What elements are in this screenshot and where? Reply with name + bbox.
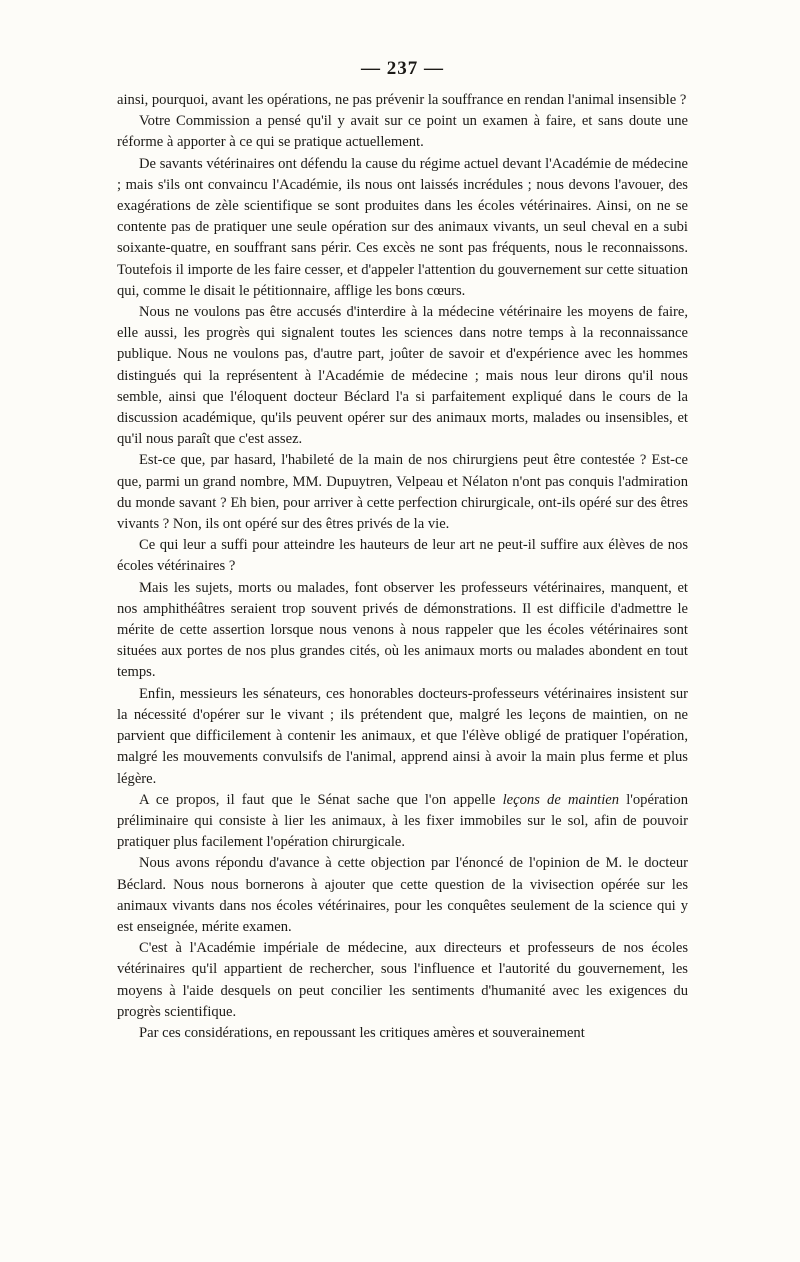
page-number: — 237 —: [361, 58, 444, 79]
paragraph-text: A ce propos, il faut que le Sénat sache que l'on appelle: [139, 791, 503, 808]
paragraph: Enfin, messieurs les sénateurs, ces honorables docteurs-professeurs vétérinaires insistent sur la nécessité d'opérer sur le vivant ; ils prétendent que, malgré les leçons de maintien, on ne parvient que difficilement à contenir les animaux, et que l'élève obligé de pratiquer l'opération, malgré les mouvements convulsifs de l'animal, apprend ainsi à avoir la main plus ferme et plus légère.: [117, 685, 688, 787]
paragraph: De savants vétérinaires ont défendu la cause du régime actuel devant l'Académie de médecine ; mais s'ils ont convaincu l'Académie, ils nous ont laissés incrédules ; nous devons l'avouer, des exagérations de zèle scientifique se sont produites dans les écoles vétérinaires. Ainsi, on ne se contente pas de pratiquer une seule opération sur des animaux vivants, un seul cheval en a subi soixante-quatre, en souffrant sans périr. Ces excès ne sont pas fréquents, nous le reconnaissons. Toutefois il importe de les faire cesser, et d'appeler l'attention du gouvernement sur cette situation qui, comme le disait le pétitionnaire, afflige les bons cœurs.: [117, 155, 688, 299]
paragraph: Mais les sujets, morts ou malades, font observer les professeurs vétérinaires, manquent, et nos amphithéâtres seraient trop souvent privés de démonstrations. Il est difficile d'admettre le mérite de cette assertion lorsque nous venons à nous rappeler que les écoles vétérinaires sont situées aux portes de nos plus grandes cités, où les animaux morts ou malades abondent en tout temps.: [117, 579, 688, 681]
paragraph: Nous avons répondu d'avance à cette objection par l'énoncé de l'opinion de M. le docteur Béclard. Nous nous bornerons à ajouter que cette question de la vivisection opérée sur les animaux vivants dans nos écoles vétérinaires, pour les conquêtes seulement de la science qui y est enseignée, mérite examen.: [117, 855, 688, 935]
paragraph-lecons-de-maintien: [117, 790, 688, 854]
paragraph: Nous ne voulons pas être accusés d'interdire à la médecine vétérinaire les moyens de faire, elle aussi, les progrès qui signalent toutes les sciences dans notre temps à la reconnaissance publique. Nous ne voulons pas, d'autre part, joûter de savoir et d'expérience avec les hommes distingués qui la représentent à l'Académie de médecine ; mais nous leur dirons qu'il nous semble, ainsi que l'éloquent docteur Béclard l'a si parfaitement expliqué dans le cours de la discussion académique, qu'ils peuvent opérer sur des animaux morts, malades ou insensibles, et qu'il nous paraît que c'est assez.: [117, 304, 688, 448]
paragraph: Votre Commission a pensé qu'il y avait sur ce point un examen à faire, et sans doute une réforme à apporter à ce qui se pratique actuellement.: [117, 113, 688, 151]
paragraph-text: l'opération préliminaire qui consiste à lier les animaux, à les fixer immobiles sur le sol, afin de pouvoir pratiquer plus facilement l'opération chirurgicale.: [117, 791, 688, 851]
paragraph: Par ces considérations, en repoussant les critiques amères et souverainement: [139, 1024, 585, 1041]
emphasis-term: leçons de maintien: [502, 791, 620, 808]
paragraph: Ce qui leur a suffi pour atteindre les hauteurs de leur art ne peut-il suffire aux élèves de nos écoles vétérinaires ?: [117, 537, 688, 575]
paragraph: C'est à l'Académie impériale de médecine, aux directeurs et professeurs de nos écoles vétérinaires qu'il appartient de rechercher, sous l'influence et l'autorité du gouvernement, les moyens à l'aide desquels on peut concilier les sentiments d'humanité avec les exigences du progrès scientifique.: [117, 940, 688, 1020]
paragraph: Est-ce que, par hasard, l'habileté de la main de nos chirurgiens peut être contestée ? Est-ce que, parmi un grand nombre, MM. Dupuytren, Velpeau et Nélaton n'ont pas conquis l'admiration du monde savant ? Eh bien, pour arriver à cette perfection chirurgicale, ont-ils opéré sur des êtres vivants ? Non, ils ont opéré sur des êtres privés de la vie.: [117, 452, 688, 533]
body-text: [117, 90, 688, 1044]
paragraph: ainsi, pourquoi, avant les opérations, ne pas prévenir la souffrance en rendan l'animal insensible ?: [117, 92, 687, 108]
